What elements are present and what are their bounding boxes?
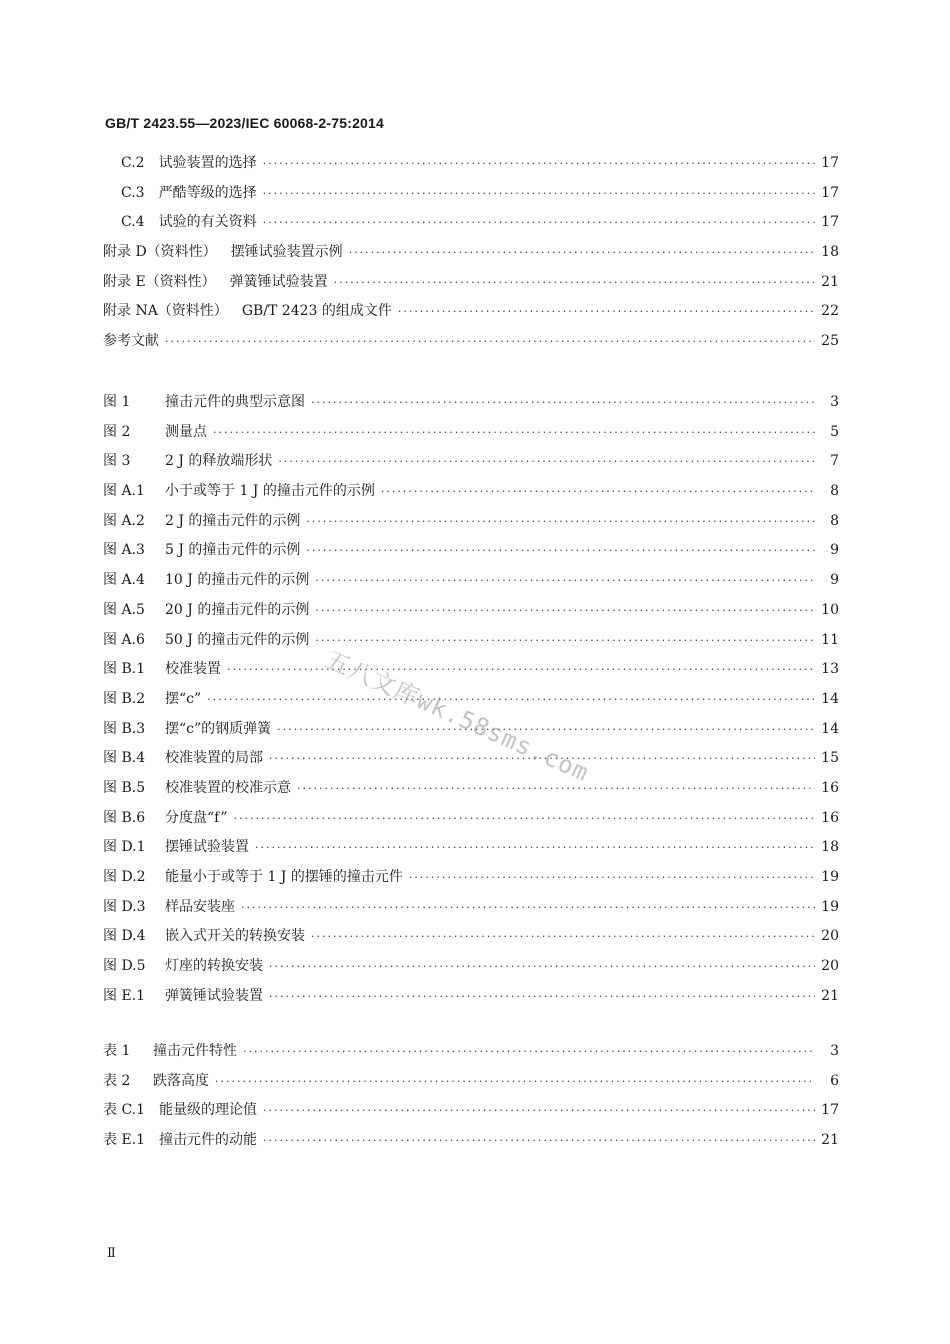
toc-entry-label: [103, 421, 207, 441]
toc-entry[interactable]: [103, 955, 839, 985]
toc-entry-label: [103, 300, 392, 320]
dot-leader: [215, 1075, 815, 1088]
toc-entry-page: 14: [821, 690, 839, 707]
dot-leader: [315, 604, 815, 617]
toc-entry-title: 10 J 的撞击元件的示例: [165, 572, 310, 589]
toc-entry-title: 20 J 的撞击元件的示例: [165, 601, 310, 618]
toc-entry-page: 5: [830, 423, 839, 440]
dot-leader: [311, 930, 815, 943]
toc-entry-number: C.2: [121, 155, 145, 171]
toc-entry-page: 17: [821, 155, 839, 171]
toc-entry-title: 嵌入式开关的转换安装: [165, 928, 305, 945]
dot-leader: [381, 485, 815, 498]
toc-entry-number: 图 D.4: [103, 928, 146, 945]
toc-entry-number: 图 D.5: [103, 958, 146, 975]
toc-entry-number: 表 C.1: [103, 1102, 146, 1119]
toc-entry[interactable]: [103, 658, 839, 688]
toc-entry-title: 弹簧锤试验装置: [165, 987, 263, 1004]
toc-entry[interactable]: [103, 1099, 839, 1129]
toc-entry-title: 校准装置: [165, 661, 221, 678]
toc-entry[interactable]: [103, 866, 839, 896]
toc-entry-label: [103, 866, 403, 886]
toc-entry-page: 20: [821, 928, 839, 945]
toc-entry-page: 21: [821, 987, 839, 1004]
dot-leader: [263, 157, 815, 170]
toc-entry-number: 附录 D（资料性）: [103, 244, 217, 261]
toc-entry-title: GB/T 2423 的组成文件: [241, 303, 392, 320]
toc-entry-label: [103, 955, 263, 975]
dot-leader: [263, 1104, 815, 1117]
toc-entry[interactable]: [103, 480, 839, 510]
dot-leader: [234, 812, 815, 825]
dot-leader: [207, 693, 815, 706]
toc-entry-label: [103, 985, 263, 1005]
dot-leader: [263, 216, 815, 229]
toc-entry[interactable]: [103, 421, 839, 451]
toc-entry-label: [103, 747, 263, 767]
toc-entry-page: 17: [821, 184, 839, 201]
toc-entry-number: 参考文献: [103, 333, 159, 350]
toc-entry-title: 严酷等级的选择: [158, 184, 257, 201]
toc-entry-page: 8: [830, 483, 839, 500]
toc-entry-title: 试验装置的选择: [158, 155, 257, 171]
toc-entry-title: 2 J 的撞击元件的示例: [165, 512, 301, 529]
toc-entry-page: 21: [821, 1132, 839, 1149]
toc-entry-title: 2 J 的释放端形状: [165, 453, 273, 470]
toc-entry[interactable]: [103, 211, 839, 241]
toc-entry-page: 21: [821, 273, 839, 290]
dot-leader: [334, 276, 815, 289]
toc-entry-number: 表 2: [103, 1072, 131, 1089]
toc-entry-number: 图 D.2: [103, 869, 146, 885]
toc-entry-label: [103, 1040, 237, 1060]
toc-entry-number: 图 A.3: [103, 542, 145, 559]
toc-entry-number: 表 E.1: [103, 1132, 146, 1149]
dot-leader: [315, 574, 815, 587]
toc-entry-label: [103, 211, 257, 231]
dot-leader: [269, 990, 815, 1003]
toc-entry-label: [103, 1099, 257, 1119]
watermark: 五八文库wk.58sms.com: [321, 645, 594, 788]
dot-leader: [349, 246, 815, 259]
toc-entry-title: 试验的有关资料: [158, 214, 257, 231]
toc-entry[interactable]: [103, 985, 839, 1015]
toc-entry[interactable]: [103, 539, 839, 569]
toc-entry-title: 能量小于或等于 1 J 的摆锤的撞击元件: [165, 869, 403, 885]
toc-entry-number: C.4: [121, 214, 145, 231]
toc-entry-title: 撞击元件的典型示意图: [165, 394, 305, 410]
toc-entry-page: 7: [830, 453, 839, 470]
toc-entry-number: 附录 NA（资料性）: [103, 303, 228, 320]
toc-entry-page: 18: [821, 244, 839, 261]
toc-entry-number: 图 D.1: [103, 839, 146, 856]
toc-entry-number: 图 2: [103, 423, 131, 440]
toc-entry-page: 10: [821, 601, 839, 618]
toc-entry[interactable]: [103, 569, 839, 599]
dot-leader: [315, 634, 815, 647]
toc-entry-number: 图 B.4: [103, 750, 146, 767]
toc-entry[interactable]: [103, 450, 839, 480]
toc-entry[interactable]: [103, 925, 839, 955]
dot-leader: [306, 544, 815, 557]
toc-entry-number: 图 A.5: [103, 601, 145, 618]
toc-entry-page: 18: [821, 839, 839, 856]
toc-entry-number: 图 B.2: [103, 690, 146, 707]
toc-entry-label: [103, 718, 271, 738]
toc-entry-title: 跌落高度: [153, 1072, 209, 1089]
toc-entry-page: 25: [821, 333, 839, 350]
toc-entry-page: 9: [830, 542, 839, 559]
toc-entry-title: 能量级的理论值: [159, 1102, 258, 1119]
dot-leader: [263, 187, 815, 200]
dot-leader: [165, 335, 815, 348]
toc-entry-page: 19: [821, 869, 839, 885]
toc-entry-number: 图 3: [103, 453, 131, 470]
toc-entry-label: [103, 807, 228, 827]
toc-entry[interactable]: [103, 271, 839, 301]
toc-entry[interactable]: [103, 1129, 839, 1159]
toc-entry-page: 3: [830, 394, 839, 410]
dot-leader: [263, 1134, 815, 1147]
page-number: Ⅱ: [107, 1246, 116, 1261]
toc-entry-number: 图 1: [103, 394, 131, 410]
toc-entry[interactable]: [103, 599, 839, 629]
toc-entry[interactable]: [103, 807, 839, 837]
toc-entry-page: 3: [830, 1043, 839, 1059]
toc-entry-title: 摆锤试验装置: [165, 839, 249, 856]
toc-entry[interactable]: [103, 391, 839, 421]
toc-entry-title: 样品安装座: [165, 898, 235, 915]
toc-entry[interactable]: [103, 1070, 839, 1100]
toc-entry-number: 图 A.6: [103, 631, 145, 648]
toc-entry-label: [103, 1070, 209, 1090]
toc-entry-title: 校准装置的校准示意: [165, 779, 291, 796]
toc-entry-label: [103, 152, 257, 172]
dot-leader: [227, 663, 815, 676]
toc-entry[interactable]: [103, 836, 839, 866]
dot-leader: [255, 841, 815, 854]
toc-entry[interactable]: [103, 510, 839, 540]
toc-entry-page: 14: [821, 720, 839, 737]
toc-entry[interactable]: [103, 747, 839, 777]
toc-entry-page: 19: [821, 898, 839, 915]
dot-leader: [241, 901, 815, 914]
toc-entry-number: 图 B.6: [103, 809, 146, 826]
toc-entry[interactable]: [103, 300, 839, 330]
toc-entry-label: [103, 1129, 257, 1149]
toc-entry-page: 17: [821, 214, 839, 231]
toc-entry-title: 校准装置的局部: [165, 750, 263, 767]
dot-leader: [297, 782, 815, 795]
toc-entry-number: 图 B.3: [103, 720, 146, 737]
toc-entry-page: 13: [821, 661, 839, 678]
dot-leader: [278, 455, 815, 468]
toc-entry-title: 摆“c”: [165, 690, 202, 707]
dot-leader: [269, 960, 815, 973]
toc-entry-title: 50 J 的撞击元件的示例: [165, 631, 310, 648]
toc-entry-label: [103, 182, 257, 202]
toc-entry-page: 6: [830, 1072, 839, 1089]
toc-entry-number: 附录 E（资料性）: [103, 273, 216, 290]
toc-entry-page: 20: [821, 958, 839, 975]
toc-entry-title: 撞击元件特性: [153, 1043, 237, 1059]
toc-entry[interactable]: [103, 330, 839, 360]
toc-entry-label: [103, 480, 375, 500]
toc-entry-label: [103, 241, 343, 261]
toc-entry-number: 图 A.4: [103, 572, 145, 589]
toc-entry-label: [103, 836, 249, 856]
toc-entry-title: 摆“c”的钢质弹簧: [165, 720, 272, 737]
toc-entry-label: [103, 777, 291, 797]
toc-entry-number: 图 B.5: [103, 779, 146, 796]
toc-entry-page: 11: [821, 631, 839, 648]
toc-entry-title: 灯座的转换安装: [165, 958, 263, 975]
toc-entry-page: 22: [821, 303, 839, 320]
toc-tables: [103, 1040, 839, 1159]
dot-leader: [398, 305, 815, 318]
toc-entry-number: 图 A.2: [103, 512, 145, 529]
toc-entry-title: 分度盘“f”: [165, 809, 228, 826]
toc-entry-title: 5 J 的撞击元件的示例: [165, 542, 301, 559]
toc-entry-label: [103, 510, 300, 530]
dot-leader: [243, 1045, 815, 1058]
toc-entry-number: 图 E.1: [103, 987, 146, 1004]
toc-entry[interactable]: [103, 1040, 839, 1070]
toc-entry-number: 图 D.3: [103, 898, 146, 915]
toc-entry-label: [103, 569, 309, 589]
toc-entry[interactable]: [103, 182, 839, 212]
toc-entry[interactable]: [103, 241, 839, 271]
toc-entry-label: [103, 391, 305, 411]
toc-entry-label: [103, 629, 309, 649]
toc-entry-label: [103, 688, 201, 708]
toc-entry-page: 17: [821, 1102, 839, 1119]
toc-entry-label: [103, 896, 235, 916]
toc-entry[interactable]: [103, 896, 839, 926]
toc-entry-label: [103, 658, 221, 678]
toc-entry-number: C.3: [121, 184, 145, 201]
toc-entry-page: 16: [821, 809, 839, 826]
toc-entry-title: 测量点: [165, 423, 207, 440]
toc-entry-title: 摆锤试验装置示例: [230, 244, 343, 261]
toc-entry-label: [103, 450, 272, 470]
toc-entry-label: [103, 925, 305, 945]
document-header: GB/T 2423.55—2023/IEC 60068-2-75:2014: [105, 115, 385, 131]
toc-entry-number: 表 1: [103, 1043, 131, 1059]
dot-leader: [306, 515, 815, 528]
toc-entry[interactable]: [103, 629, 839, 659]
toc-entry-title: 撞击元件的动能: [159, 1132, 258, 1149]
toc-annexes: [103, 152, 839, 360]
toc-entry-label: [103, 271, 328, 291]
dot-leader: [213, 426, 815, 439]
toc-entry[interactable]: [103, 777, 839, 807]
toc-entry-number: 图 A.1: [103, 483, 145, 500]
dot-leader: [409, 871, 815, 884]
toc-entry[interactable]: [103, 152, 839, 182]
toc-entry-title: 弹簧锤试验装置: [229, 273, 328, 290]
toc-entry-number: 图 B.1: [103, 661, 146, 678]
toc-entry-label: [103, 330, 159, 350]
toc-entry-page: 15: [821, 750, 839, 767]
toc-entry-title: 小于或等于 1 J 的撞击元件的示例: [165, 483, 375, 500]
toc-entry-label: [103, 599, 309, 619]
toc-entry-page: 9: [830, 572, 839, 589]
toc-entry-page: 8: [830, 512, 839, 529]
dot-leader: [311, 396, 815, 409]
toc-entry-label: [103, 539, 300, 559]
toc-entry-page: 16: [821, 779, 839, 796]
